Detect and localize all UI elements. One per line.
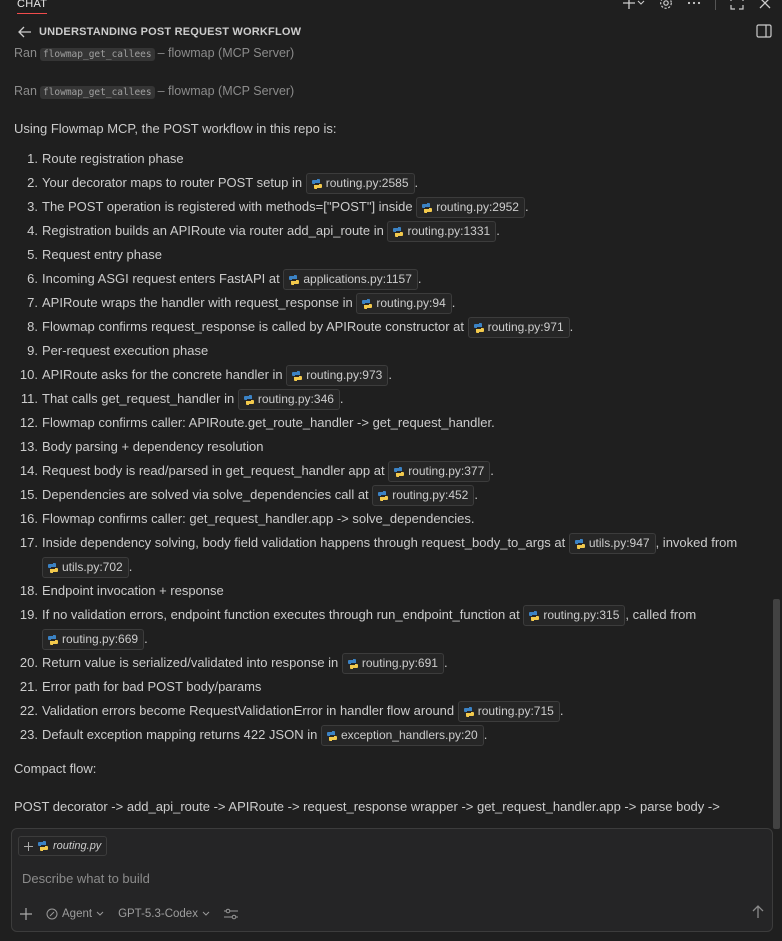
tool-run-source: – flowmap (MCP Server) (157, 84, 295, 98)
workflow-step (0, 531, 770, 579)
file-reference-link[interactable] (416, 197, 525, 218)
step-text-segment: . (443, 655, 448, 670)
python-file-icon (464, 707, 474, 717)
file-reference-link[interactable] (388, 461, 490, 482)
file-reference-link[interactable] (356, 293, 451, 314)
add-icon[interactable] (20, 908, 32, 920)
step-text (42, 463, 494, 478)
step-text-segment: , invoked from (655, 535, 738, 550)
step-text (42, 391, 344, 406)
workflow-step (0, 291, 770, 315)
workflow-steps-list (0, 147, 770, 747)
step-text (42, 367, 392, 382)
workflow-step (0, 171, 770, 195)
step-number: 7. (27, 295, 38, 310)
file-reference-label: routing.py:691 (361, 656, 438, 671)
step-text-segment: Flowmap confirms caller: get_request_handler.app -> solve_dependencies. (42, 511, 475, 526)
file-reference-label: utils.py:702 (62, 560, 123, 575)
maximize-icon[interactable] (730, 0, 744, 10)
workflow-step (0, 723, 770, 747)
file-reference-link[interactable] (42, 629, 144, 650)
python-file-icon (292, 371, 302, 381)
step-text-segment: . (417, 271, 422, 286)
step-text (42, 271, 422, 286)
step-text-segment: Request body is read/parsed in get_request_handler app at (42, 463, 389, 478)
workflow-step (0, 243, 770, 267)
step-number: 14. (19, 463, 38, 478)
compact-flow-label: Compact flow: (14, 761, 97, 776)
tool-run-prefix: Ran (14, 84, 37, 98)
mode-label: Agent (62, 908, 93, 920)
step-number: 17. (19, 535, 38, 550)
python-file-icon (422, 203, 432, 213)
step-number: 18. (19, 583, 38, 598)
step-text (42, 319, 573, 334)
top-actions (623, 0, 772, 10)
chevron-down-icon (96, 911, 104, 917)
step-text-segment: . (474, 487, 478, 502)
workflow-step (0, 315, 770, 339)
step-number: 8. (27, 319, 38, 334)
context-file-chip[interactable] (18, 836, 107, 856)
step-number: 5. (27, 247, 38, 262)
file-reference-link[interactable] (569, 533, 656, 554)
composer-toolbar (20, 905, 764, 923)
step-text (42, 175, 418, 190)
step-text (42, 679, 261, 694)
workflow-step (0, 435, 770, 459)
step-text-segment: Incoming ASGI request enters FastAPI at (42, 271, 284, 286)
step-text-segment: That calls get_request_handler in (42, 391, 238, 406)
chat-transcript (0, 44, 770, 828)
file-reference-label: routing.py:315 (543, 608, 620, 623)
file-reference-label: routing.py:1331 (407, 224, 491, 239)
python-file-icon (575, 539, 585, 549)
workflow-step (0, 147, 770, 171)
workflow-step (0, 339, 770, 363)
top-bar (0, 0, 782, 18)
tools-icon[interactable] (224, 908, 238, 920)
file-reference-label: routing.py:669 (62, 632, 139, 647)
python-file-icon (394, 467, 404, 477)
agent-mode-icon (46, 908, 58, 920)
file-reference-link[interactable] (286, 365, 388, 386)
back-arrow-icon[interactable] (17, 25, 32, 39)
file-reference-link[interactable] (238, 389, 340, 410)
python-file-icon (378, 491, 388, 501)
transcript-scrollbar[interactable] (770, 44, 782, 828)
panel-toggle-icon[interactable] (756, 24, 772, 38)
file-reference-label: routing.py:94 (376, 296, 446, 311)
file-reference-link[interactable] (372, 485, 474, 506)
step-text-segment: . (339, 391, 344, 406)
step-text-segment: Endpoint invocation + response (42, 583, 224, 598)
file-reference-label: routing.py:452 (392, 488, 469, 503)
tool-name: flowmap_get_callees (40, 48, 155, 61)
python-file-icon (529, 611, 539, 621)
python-file-icon (244, 395, 254, 405)
step-text-segment: . (144, 631, 148, 646)
response-intro: Using Flowmap MCP, the POST workflow in this repo is: (14, 121, 337, 136)
workflow-step (0, 699, 770, 723)
chat-composer (11, 828, 773, 932)
step-text-segment: Error path for bad POST body/params (42, 679, 262, 694)
step-number: 13. (19, 439, 38, 454)
workflow-step (0, 579, 770, 603)
workflow-step (0, 267, 770, 291)
file-reference-link[interactable] (283, 269, 418, 290)
more-icon[interactable] (687, 0, 701, 10)
step-text (42, 487, 478, 502)
step-number: 19. (19, 607, 38, 622)
chat-header (0, 22, 782, 44)
python-file-icon (474, 323, 484, 333)
context-file-name: routing.py (53, 840, 102, 852)
step-number: 16. (19, 511, 38, 526)
step-text-segment: Validation errors become RequestValidationError in handler flow around (42, 703, 458, 718)
toolbar-divider (715, 0, 716, 10)
workflow-step (0, 603, 770, 651)
step-text (42, 151, 184, 166)
tool-run-prefix: Ran (14, 46, 37, 60)
gear-icon[interactable] (659, 0, 673, 10)
file-reference-link[interactable] (306, 173, 415, 194)
step-number: 23. (19, 727, 38, 742)
step-text-segment: Inside dependency solving, body field validation happens through request_body_to_args at (42, 535, 569, 550)
step-text (42, 247, 162, 262)
workflow-step (0, 363, 770, 387)
tool-run-source: – flowmap (MCP Server) (157, 46, 295, 60)
step-number: 20. (19, 655, 38, 670)
file-reference-link[interactable] (458, 701, 560, 722)
step-text-segment: Your decorator maps to router POST setup in (42, 175, 306, 190)
step-text (42, 655, 448, 670)
python-file-icon (312, 179, 322, 189)
workflow-step (0, 651, 770, 675)
step-text-segment: Body parsing + dependency resolution (42, 439, 264, 454)
chat-title: UNDERSTANDING POST REQUEST WORKFLOW (39, 26, 302, 38)
workflow-step (0, 195, 770, 219)
step-text-segment: The POST operation is registered with methods=["POST"] inside (42, 199, 417, 214)
step-text (42, 535, 737, 574)
step-text-segment: Flowmap confirms request_response is called by APIRoute constructor at (42, 319, 468, 334)
step-text-segment: , called from (625, 607, 697, 622)
step-number: 9. (27, 343, 38, 358)
file-reference-label: routing.py:346 (257, 392, 334, 407)
step-text-segment: . (388, 367, 392, 382)
file-reference-link[interactable] (468, 317, 570, 338)
step-text-segment: . (451, 295, 456, 310)
step-text-segment: . (490, 463, 494, 478)
file-reference-link[interactable] (342, 653, 444, 674)
step-text-segment: APIRoute wraps the handler with request_response in (42, 295, 357, 310)
python-file-icon (289, 275, 299, 285)
mode-picker[interactable] (46, 908, 104, 920)
python-file-icon (38, 841, 48, 851)
step-number: 6. (27, 271, 38, 286)
step-text-segment: Dependencies are solved via solve_dependencies call at (42, 487, 373, 502)
model-picker[interactable] (118, 908, 210, 920)
step-text-segment: . (496, 223, 500, 238)
step-text-segment: . (569, 319, 574, 334)
step-number: 2. (27, 175, 38, 190)
step-text (42, 223, 500, 238)
file-reference-link[interactable] (523, 605, 625, 626)
step-text (42, 703, 563, 718)
python-file-icon (362, 299, 372, 309)
step-number: 21. (19, 679, 38, 694)
step-text-segment: Flowmap confirms caller: APIRoute.get_route_handler -> get_request_handler. (42, 415, 495, 430)
workflow-step (0, 459, 770, 483)
file-reference-label: routing.py:377 (408, 464, 485, 479)
workflow-step (0, 507, 770, 531)
workflow-step (0, 387, 770, 411)
step-number: 10. (19, 367, 38, 382)
file-reference-label: applications.py:1157 (303, 272, 412, 287)
step-text-segment: . (559, 703, 564, 718)
step-text-segment: Per-request execution phase (42, 343, 209, 358)
step-text-segment: Request entry phase (42, 247, 162, 262)
step-number: 4. (27, 223, 38, 238)
python-file-icon (48, 563, 58, 573)
file-reference-label: routing.py:2585 (325, 176, 409, 191)
file-reference-label: routing.py:715 (477, 704, 554, 719)
step-text-segment: Default exception mapping returns 422 JSON in (42, 727, 321, 742)
chat-input[interactable] (20, 867, 764, 889)
file-reference-link[interactable] (42, 557, 129, 578)
add-context-icon[interactable] (24, 842, 33, 851)
file-reference-link[interactable] (321, 725, 484, 746)
file-reference-label: exception_handlers.py:20 (340, 728, 478, 743)
step-text-segment: . (414, 175, 419, 190)
step-text (42, 583, 224, 598)
tab-chat[interactable]: CHAT (17, 0, 47, 14)
step-text-segment: Registration builds an APIRoute via router add_api_route in (42, 223, 388, 238)
step-text-segment: . (483, 727, 488, 742)
python-file-icon (327, 731, 337, 741)
tool-run-2[interactable] (14, 84, 294, 98)
file-reference-link[interactable] (387, 221, 496, 242)
python-file-icon (348, 659, 358, 669)
step-number: 1. (27, 151, 38, 166)
step-text (42, 511, 475, 526)
step-text (42, 199, 529, 214)
step-text-segment: APIRoute asks for the concrete handler in (42, 367, 287, 382)
model-label: GPT-5.3-Codex (118, 908, 198, 920)
close-icon[interactable] (758, 0, 772, 10)
workflow-step (0, 219, 770, 243)
step-number: 11. (20, 391, 38, 406)
chevron-down-icon (202, 911, 210, 917)
file-reference-label: routing.py:2952 (436, 200, 519, 215)
send-arrow-icon[interactable] (752, 905, 764, 919)
step-number: 22. (19, 703, 38, 718)
step-number: 15. (19, 487, 38, 502)
file-reference-label: routing.py:971 (487, 320, 564, 335)
tool-run-1[interactable] (14, 46, 294, 60)
python-file-icon (48, 635, 58, 645)
step-text-segment: . (524, 199, 529, 214)
new-chat-add-icon[interactable] (623, 0, 645, 10)
step-text-segment: If no validation errors, endpoint function executes through run_endpoint_function at (42, 607, 524, 622)
step-text-segment: Return value is serialized/validated into response in (42, 655, 342, 670)
step-text (42, 415, 495, 430)
step-text (42, 607, 696, 646)
scrollbar-thumb[interactable] (773, 599, 780, 829)
step-text (42, 343, 208, 358)
step-text (42, 727, 487, 742)
compact-flow-text: POST decorator -> add_api_route -> APIRoute -> request_response wrapper -> get_request_handler.app -> parse body -> (14, 799, 720, 814)
file-reference-label: utils.py:947 (588, 536, 650, 551)
workflow-step (0, 675, 770, 699)
workflow-step (0, 483, 770, 507)
step-text (42, 295, 455, 310)
workflow-step (0, 411, 770, 435)
step-text (42, 439, 264, 454)
step-number: 12. (19, 415, 38, 430)
step-text-segment: Route registration phase (42, 151, 184, 166)
step-text-segment: . (128, 559, 133, 574)
file-reference-label: routing.py:973 (306, 368, 383, 383)
tool-name: flowmap_get_callees (40, 86, 155, 99)
step-number: 3. (27, 199, 38, 214)
python-file-icon (393, 227, 403, 237)
